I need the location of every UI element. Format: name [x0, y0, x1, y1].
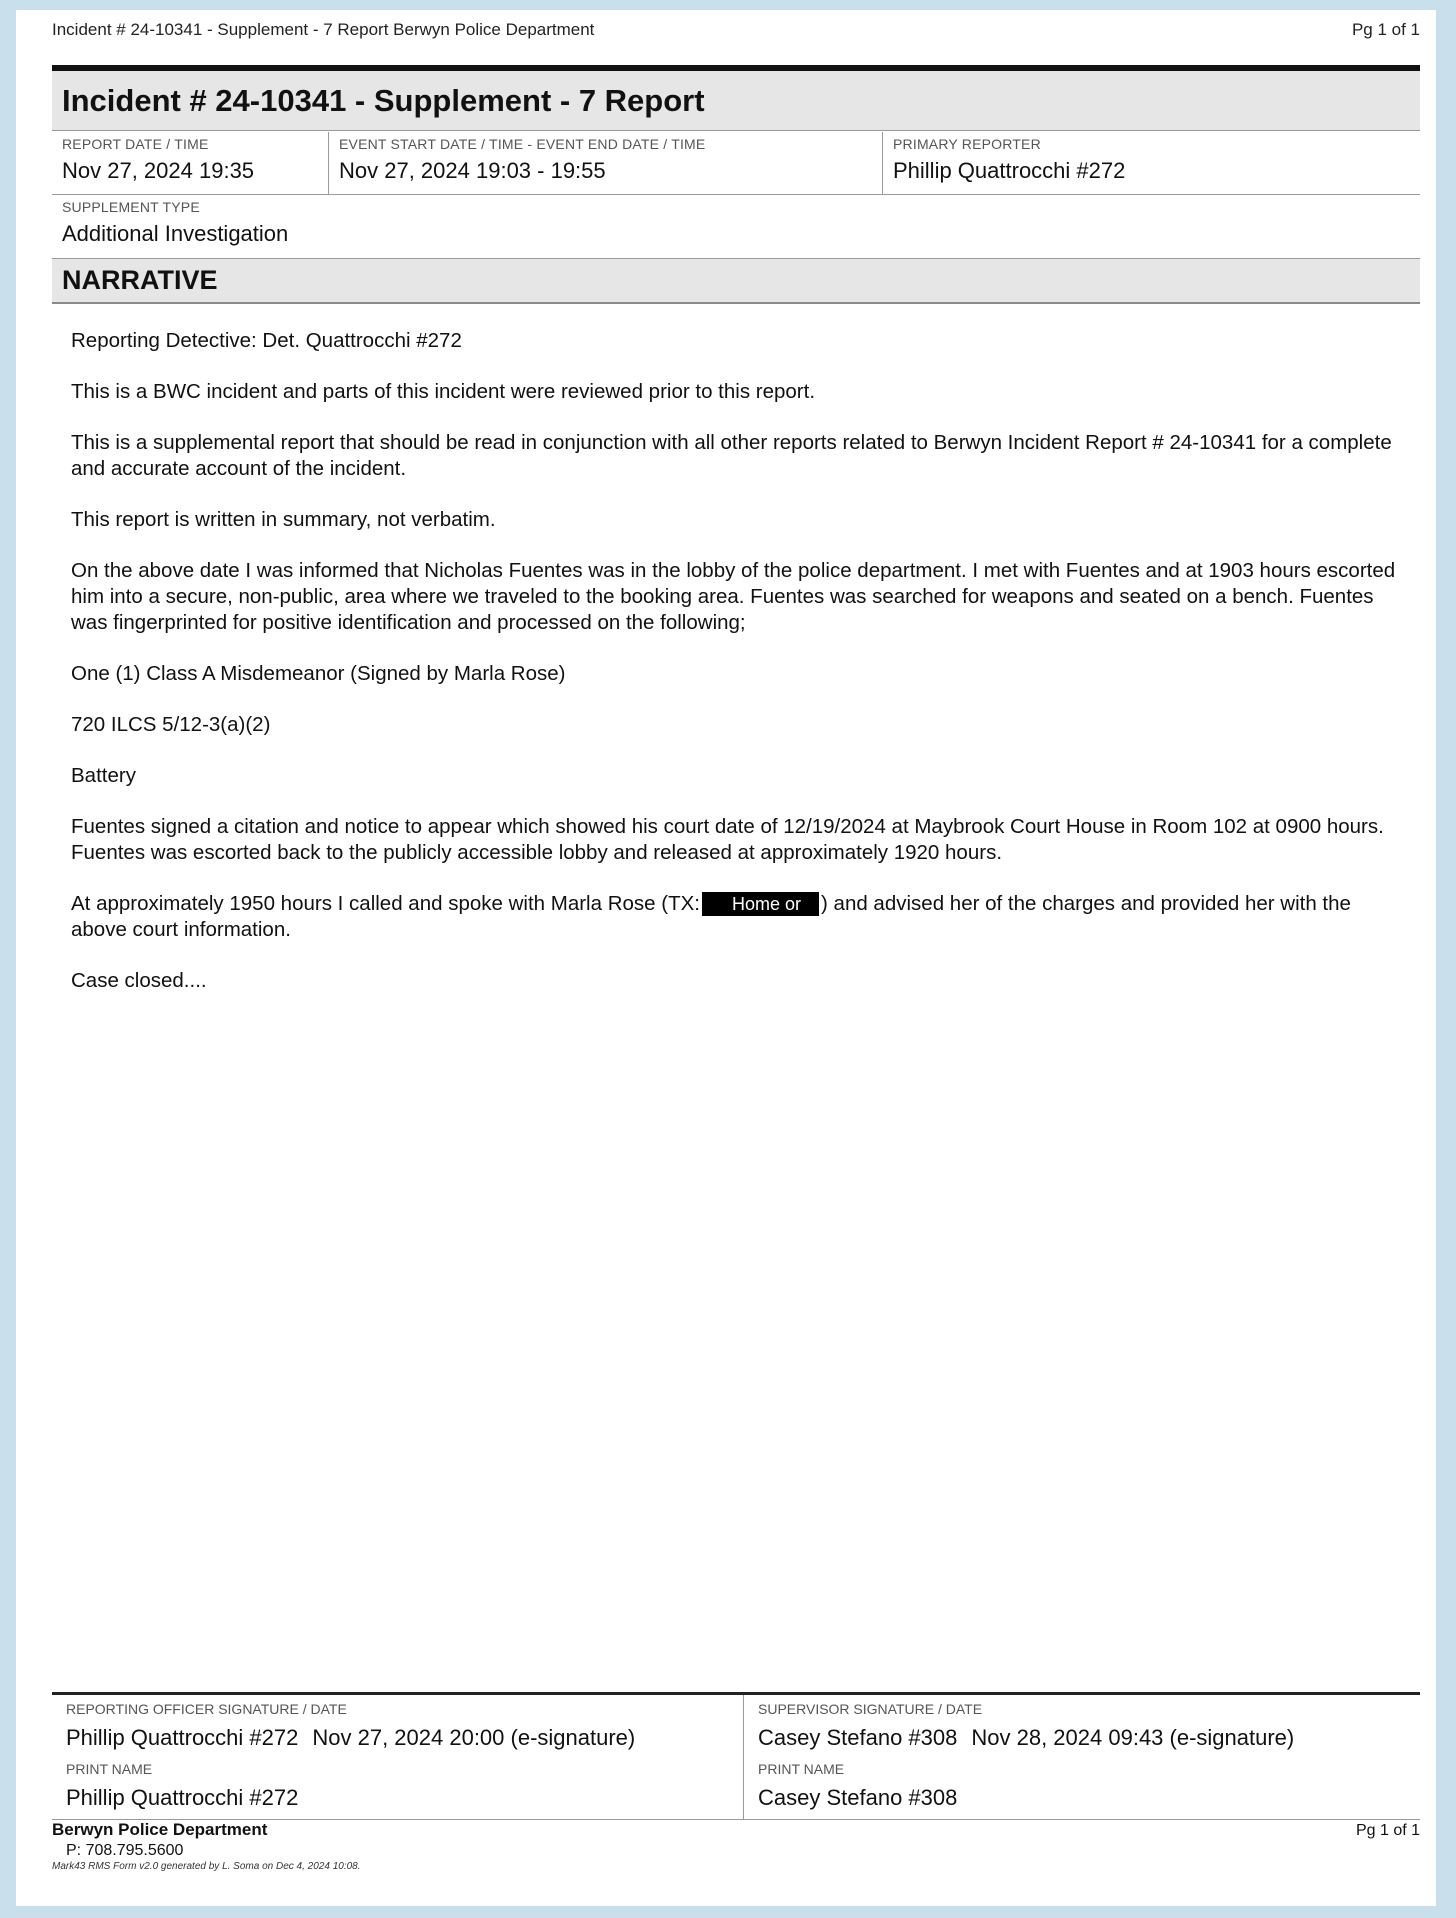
footer-department: Berwyn Police Department: [52, 1820, 268, 1839]
narrative-text: At approximately 1950 hours I called and spoke with Marla Rose (TX:: [71, 892, 700, 915]
officer-signature-date: Nov 27, 2024 20:00 (e-signature): [312, 1725, 636, 1750]
event-date-value: Nov 27, 2024 19:03 - 19:55: [339, 158, 606, 183]
page-number-bottom: Pg 1 of 1: [1355, 1822, 1420, 1839]
officer-signature-label: REPORTING OFFICER SIGNATURE / DATE: [66, 1701, 347, 1717]
supplement-type-field: [52, 195, 1420, 257]
narrative-paragraph: One (1) Class A Misdemeanor (Signed by Marla Rose): [71, 662, 566, 685]
officer-signature: [52, 1695, 744, 1819]
supervisor-name: Casey Stefano #308: [758, 1725, 958, 1750]
narrative-paragraph: Fuentes signed a citation and notice to appear which showed his court date of 12/19/2024 at Maybrook Court House in Room 102 at 0900 hours. Fuentes was escorted back to the publicly accessible lobby and released at approximately 1920 hours.: [71, 815, 1384, 864]
signature-block: [52, 1692, 1420, 1820]
narrative-text: ) and advised her of the charges and provided her with the above court information.: [71, 892, 1351, 941]
officer-print-name: Phillip Quattrocchi #272: [66, 1785, 299, 1810]
report-date-label: REPORT DATE / TIME: [62, 136, 209, 152]
running-header: Incident # 24-10341 - Supplement - 7 Report Berwyn Police Department: [52, 20, 595, 39]
footer-phone: P: 708.795.5600: [66, 1842, 184, 1859]
page-footer: [52, 1820, 361, 1872]
page-number-top: Pg 1 of 1: [1351, 20, 1420, 39]
supervisor-signature-value: [758, 1725, 1420, 1751]
redaction-box: Home or: [702, 892, 819, 916]
narrative-paragraph: This is a supplemental report that should be read in conjunction with all other reports related to Berwyn Incident Report # 24-10341 for a complete and accurate account of the incident.: [71, 431, 1392, 480]
supervisor-print-label: PRINT NAME: [758, 1761, 845, 1777]
footer-generated-note: Mark43 RMS Form v2.0 generated by L. Soma on Dec 4, 2024 10:08.: [52, 1861, 361, 1872]
primary-reporter-field: [883, 132, 1420, 194]
narrative-paragraph: This report is written in summary, not verbatim.: [71, 508, 496, 531]
report-date-value: Nov 27, 2024 19:35: [62, 158, 255, 183]
narrative-heading: NARRATIVE: [52, 258, 1420, 304]
event-date-field: [329, 132, 883, 194]
supervisor-signature-label: SUPERVISOR SIGNATURE / DATE: [758, 1701, 983, 1717]
primary-reporter-value: Phillip Quattrocchi #272: [893, 158, 1126, 183]
narrative-paragraph: Reporting Detective: Det. Quattrocchi #272: [71, 329, 462, 352]
report-date-field: [52, 132, 329, 194]
supplement-type-label: SUPPLEMENT TYPE: [62, 199, 200, 215]
officer-name: Phillip Quattrocchi #272: [66, 1725, 299, 1750]
report-fields-row: [52, 132, 1420, 195]
narrative-paragraph: Case closed....: [71, 969, 207, 992]
officer-print-label: PRINT NAME: [66, 1761, 153, 1777]
narrative-paragraph: 720 ILCS 5/12-3(a)(2): [71, 713, 271, 736]
report-title: Incident # 24-10341 - Supplement - 7 Report: [52, 71, 1420, 131]
supervisor-print-name: Casey Stefano #308: [758, 1785, 958, 1810]
officer-signature-value: [66, 1725, 743, 1751]
narrative-paragraph: [71, 891, 1406, 943]
primary-reporter-label: PRIMARY REPORTER: [893, 136, 1041, 152]
narrative-paragraph: On the above date I was informed that Nicholas Fuentes was in the lobby of the police department. I met with Fuentes and at 1903 hours escorted him into a secure, non-public, area where we traveled to the booking area. Fuentes was searched for weapons and seated on a bench. Fuentes was fingerprinted for positive identification and processed on the following;: [71, 559, 1396, 634]
narrative-paragraph: This is a BWC incident and parts of this incident were reviewed prior to this report.: [71, 380, 816, 403]
supervisor-signature-date: Nov 28, 2024 09:43 (e-signature): [971, 1725, 1295, 1750]
narrative-paragraph: Battery: [71, 764, 136, 787]
report-page: [16, 10, 1436, 1906]
narrative-body: [71, 328, 1406, 1019]
event-date-label: EVENT START DATE / TIME - EVENT END DATE / TIME: [339, 136, 706, 152]
supervisor-signature: [744, 1695, 1420, 1819]
supplement-type-value: Additional Investigation: [62, 221, 289, 246]
